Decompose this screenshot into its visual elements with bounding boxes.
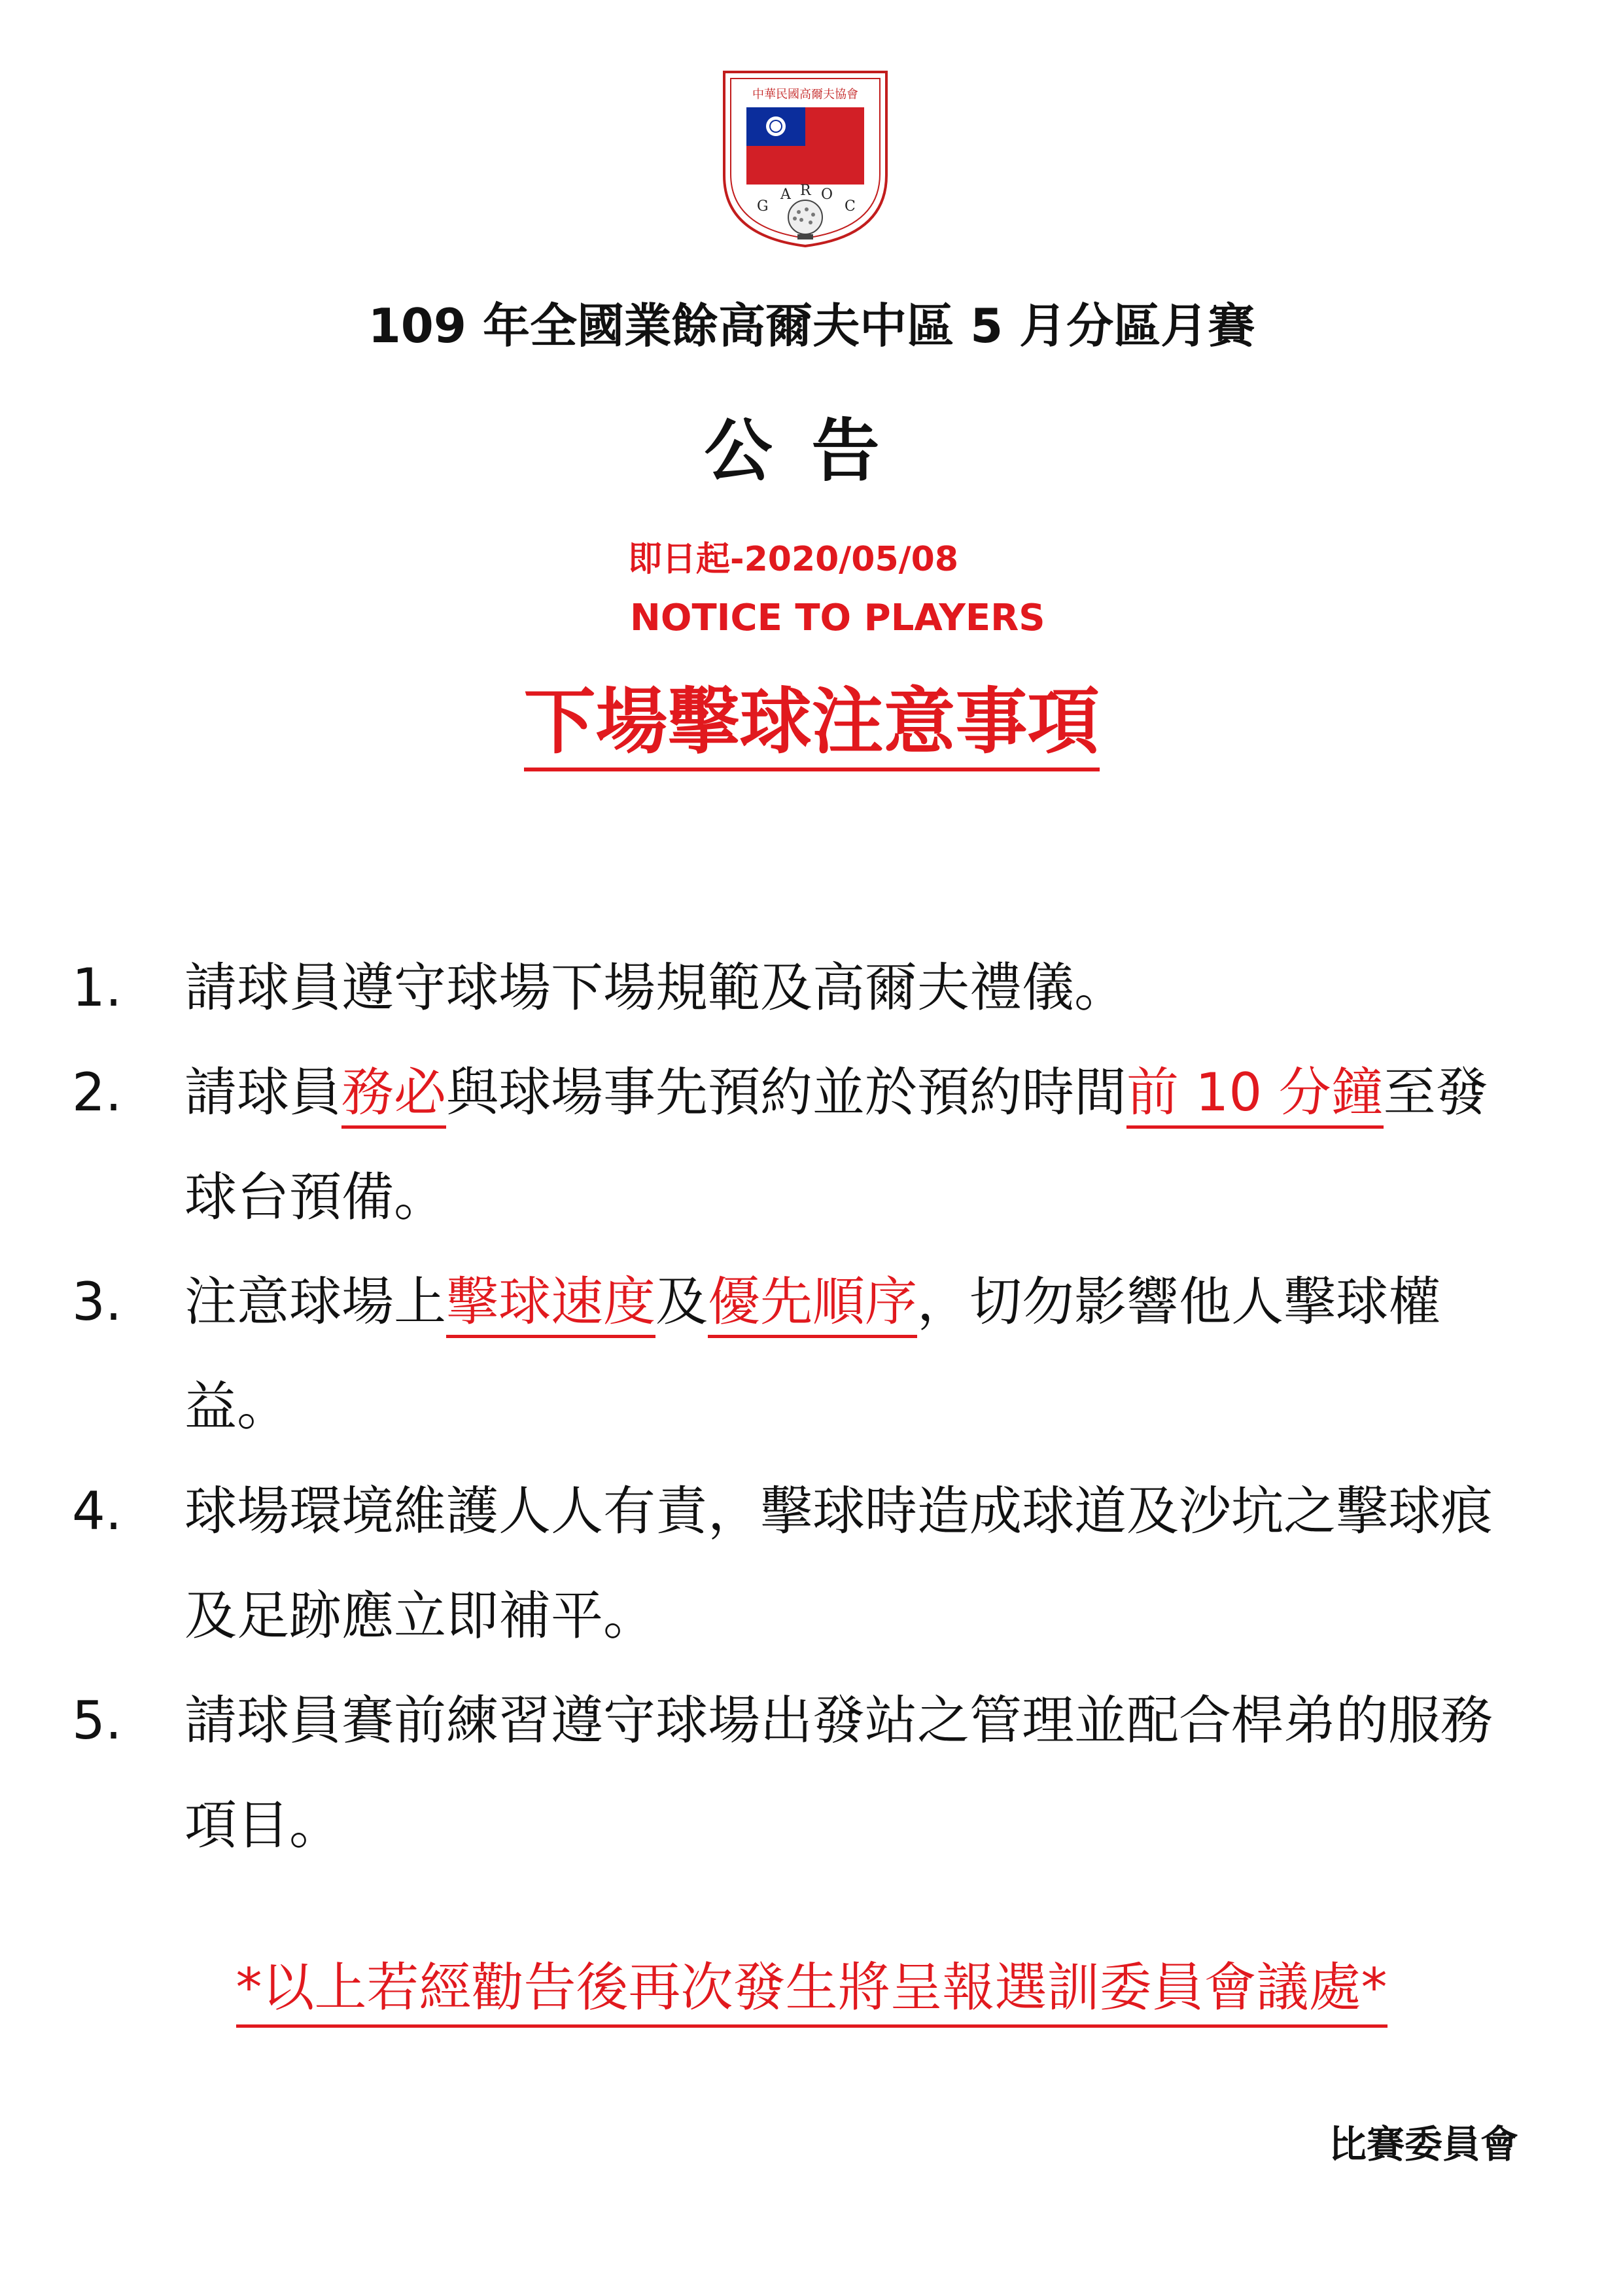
highlighted-text: 擊球速度 bbox=[446, 1271, 655, 1338]
text-segment: 及 bbox=[655, 1271, 708, 1332]
rules-list bbox=[72, 936, 1524, 1878]
garoc-emblem-icon bbox=[722, 71, 889, 247]
notice-label: NOTICE TO PLAYERS bbox=[630, 597, 1045, 639]
list-item bbox=[72, 1040, 1524, 1250]
list-item bbox=[72, 1250, 1524, 1459]
text-segment: ，切勿影響他人擊球權益。 bbox=[184, 1271, 1440, 1437]
notice-heading bbox=[0, 680, 1623, 771]
svg-text:A: A bbox=[780, 186, 791, 203]
svg-text:R: R bbox=[800, 183, 811, 199]
text-segment: 注意球場上 bbox=[184, 1271, 446, 1332]
list-item-text bbox=[184, 936, 1524, 1040]
text-segment: 與球場事先預約並於預約時間 bbox=[446, 1062, 1126, 1123]
announcement-label: 公告 bbox=[704, 411, 919, 491]
list-item-number: 5. bbox=[72, 1690, 122, 1751]
warning-note bbox=[0, 1956, 1623, 2028]
list-item-number: 4. bbox=[72, 1481, 122, 1542]
text-segment: 請球員賽前練習遵守球場出發站之管理並配合桿弟的服務項目。 bbox=[184, 1690, 1493, 1856]
list-item bbox=[72, 1459, 1524, 1669]
list-item-text bbox=[184, 1250, 1524, 1459]
text-segment: 至發球台預備。 bbox=[184, 1062, 1488, 1227]
list-item-text bbox=[184, 1459, 1524, 1669]
highlighted-text: 前 10 分鐘 bbox=[1126, 1062, 1384, 1129]
text-segment: 請球員遵守球場下場規範及高爾夫禮儀。 bbox=[184, 957, 1126, 1018]
svg-text:C: C bbox=[845, 198, 856, 215]
garoc-logo bbox=[722, 71, 889, 247]
text-segment: 請球員 bbox=[184, 1062, 341, 1123]
effective-date: 即日起-2020/05/08 bbox=[628, 540, 959, 579]
page-title: 109 年全國業餘高爾夫中區 5 月分區月賽 bbox=[368, 298, 1255, 353]
list-item bbox=[72, 936, 1524, 1040]
list-item-text bbox=[184, 1669, 1524, 1878]
highlighted-text: 優先順序 bbox=[708, 1271, 917, 1338]
notice-heading-text: 下場擊球注意事項 bbox=[524, 680, 1100, 771]
signature: 比賽委員會 bbox=[1328, 2122, 1518, 2166]
list-item-number: 1. bbox=[72, 957, 122, 1018]
svg-text:G: G bbox=[757, 198, 769, 215]
text-segment: 球場環境維護人人有責，擊球時造成球道及沙坑之擊球痕及足跡應立即補平。 bbox=[184, 1481, 1493, 1646]
list-item bbox=[72, 1669, 1524, 1878]
svg-text:中華民國高爾夫協會: 中華民國高爾夫協會 bbox=[752, 88, 858, 101]
warning-note-text: *以上若經勸告後再次發生將呈報選訓委員會議處* bbox=[236, 1956, 1387, 2028]
list-item-number: 2. bbox=[72, 1062, 122, 1123]
svg-text:O: O bbox=[821, 186, 833, 203]
list-item-text bbox=[184, 1040, 1524, 1250]
highlighted-text: 務必 bbox=[341, 1062, 446, 1129]
list-item-number: 3. bbox=[72, 1271, 122, 1332]
